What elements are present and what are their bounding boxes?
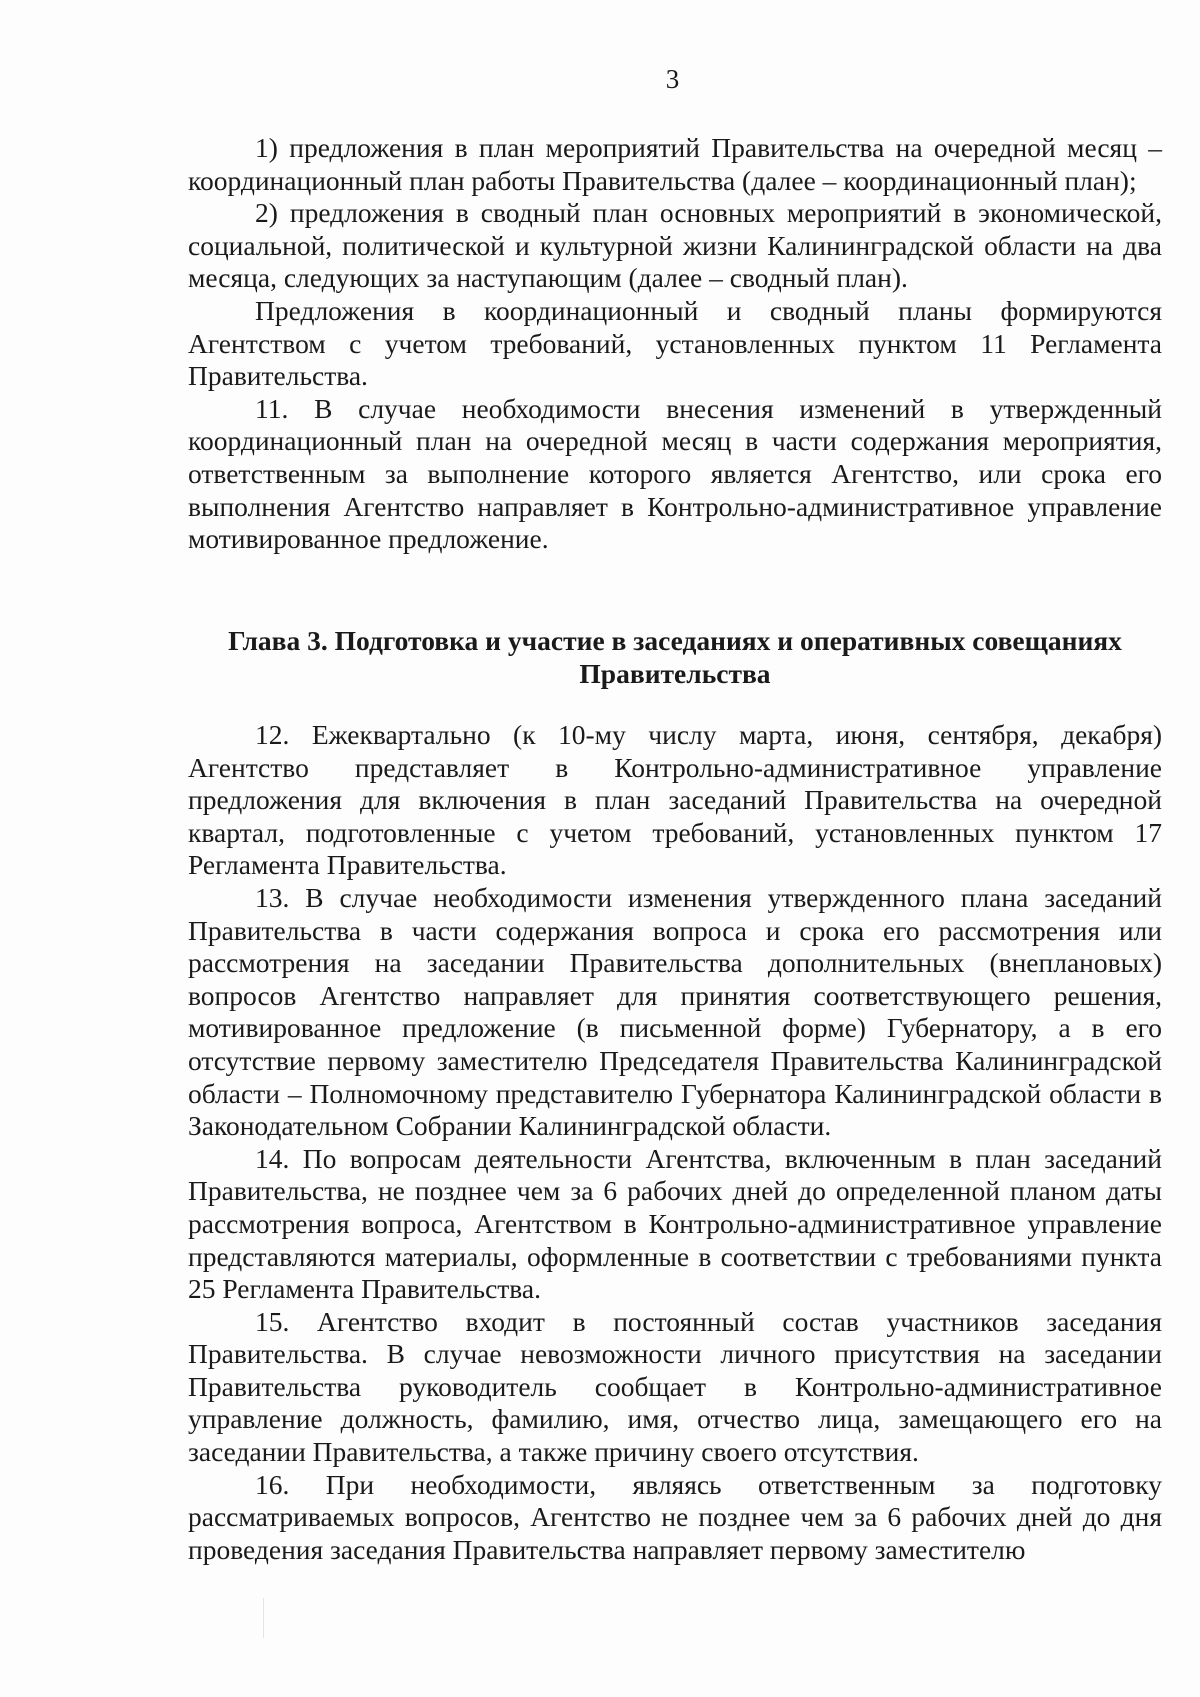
paragraph-16: 16. При необходимости, являясь ответственным за подготовку рассматриваемых вопросов, Агентство не позднее чем за 6 рабочих дней до дня проведения заседания Правительства направляет первому заместителю bbox=[188, 1468, 1162, 1565]
paragraph-12: 12. Ежеквартально (к 10-му числу марта, июня, сентября, декабря) Агентство представляет в Контрольно-административное управление предложения для включения в план заседаний Правительства на очередной квартал, подготовленные с учетом требований, установленных пунктом 17 Регламента Правительства. bbox=[188, 719, 1162, 881]
paragraph-15: 15. Агентство входит в постоянный состав участников заседания Правительства. В случае невозможности личного присутствия на заседании Правительства руководитель сообщает в Контрольно-административное управление должность, фамилию, имя, отчество лица, замещающего его на заседании Правительства, а также причину своего отсутствия. bbox=[188, 1305, 1162, 1468]
chapter-heading: Глава 3. Подготовка и участие в заседаниях и оперативных совещаниях Правительства bbox=[228, 625, 1122, 689]
body-text-top bbox=[188, 132, 1162, 556]
paragraph-13: 13. В случае необходимости изменения утвержденного плана заседаний Правительства в части содержания вопроса и срока его рассмотрения или рассмотрения на заседании Правительства дополнительных (внеплановых) вопросов Агентство направляет для принятия соответствующего решения, мотивированное предложение (в письменной форме) Губернатору, а в его отсутствие первому заместителю Председателя Правительства Калининградской области – Полномочному представителю Губернатора Калининградской области в Законодательном Собрании Калининградской области. bbox=[188, 881, 1162, 1142]
page-number: 3 bbox=[665, 64, 680, 94]
paragraph-11: 11. В случае необходимости внесения изменений в утвержденный координационный план на очередной месяц в части содержания мероприятия, ответственным за выполнение которого является Агентство, или срока его выполнения Агентство направляет в Контрольно-административное управление мотивированное предложение. bbox=[188, 392, 1162, 555]
scan-artifact-line bbox=[263, 1598, 264, 1638]
paragraph-14: 14. По вопросам деятельности Агентства, включенным в план заседаний Правительства, не позднее чем за 6 рабочих дней до определенной планом даты рассмотрения вопроса, Агентством в Контрольно-административное управление представляются материалы, оформленные в соответствии с требованиями пункта 25 Регламента Правительства. bbox=[188, 1142, 1162, 1305]
paragraph-item-2: 2) предложения в сводный план основных мероприятий в экономической, социальной, политической и культурной жизни Калининградской области на два месяца, следующих за наступающим (далее – сводный план). bbox=[188, 197, 1162, 294]
paragraph-item-1: 1) предложения в план мероприятий Правительства на очередной месяц – координационный план работы Правительства (далее – координационный план); bbox=[188, 132, 1162, 196]
paragraph-proposals: Предложения в координационный и сводный планы формируются Агентством с учетом требований, установленных пунктом 11 Регламента Правительства. bbox=[188, 294, 1162, 392]
body-text-bottom bbox=[188, 719, 1162, 1566]
